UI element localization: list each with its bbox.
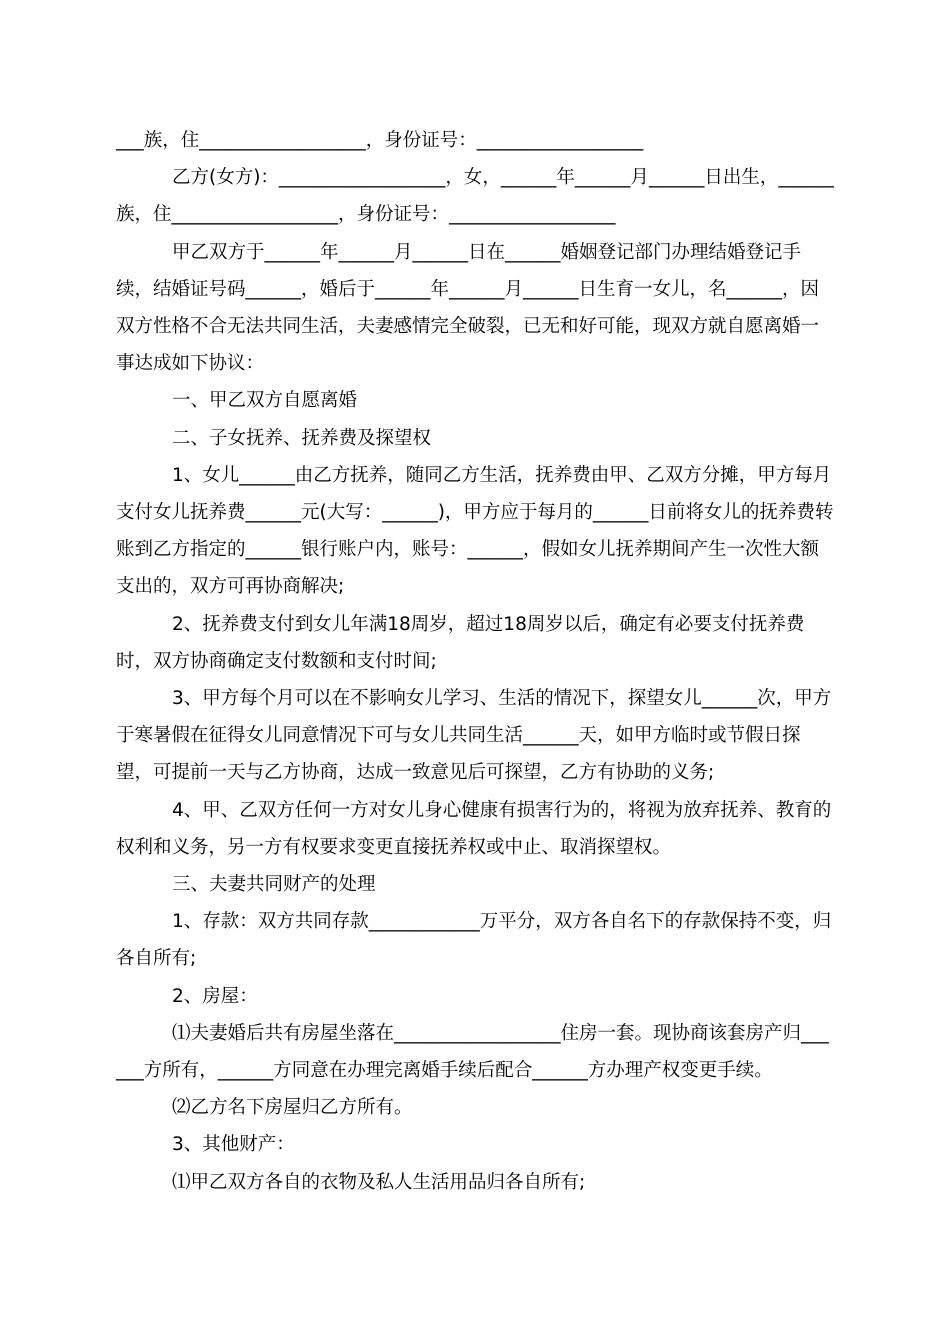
paragraph-marriage-background: 甲乙双方于______年______月______日在______婚姻登记部门办理结婚登记手续，结婚证号码______，婚后于______年______月______日生育一女儿，名______，因双方性格不合无法共同生活，夫妻感情完全破裂，已无和好可能，现双方就自愿离婚一事达成如下协议：	[116, 241, 820, 375]
agreement-body	[116, 122, 836, 1201]
section-heading-property: 三、夫妻共同财产的处理	[172, 874, 376, 896]
paragraph-party-b-info: 乙方(女方)：__________________，女，______年______月______日出生，______族，住__________________，身份证号：__________________	[116, 167, 834, 226]
paragraph-identity-continued: ___族，住__________________，身份证号：__________________	[116, 130, 644, 151]
clause-visitation: 3、甲方每个月可以在不影响女儿学习、生活的情况下，探望女儿______次，甲方于寒暑假在征得女儿同意情况下可与女儿共同生活______天，如甲方临时或节假日探望，可提前一天与乙方协商，达成一致意见后可探望，乙方有协助的义务;	[116, 688, 832, 784]
clause-other-property-heading: 3、其他财产：	[172, 1134, 295, 1156]
section-heading-divorce: 一、甲乙双方自愿离婚	[172, 390, 358, 412]
clause-house-shared: ⑴夫妻婚后共有房屋坐落在__________________住房一套。现协商该套房产归______方所有，______方同意在办理完离婚手续后配合______方办理产权变更手续。	[116, 1022, 829, 1082]
clause-house-heading: 2、房屋：	[172, 985, 258, 1007]
clause-support-duration: 2、抚养费支付到女儿年满18周岁，超过18周岁以后，确定有必要支付抚养费时，双方协商确定支付数额和支付时间;	[116, 613, 805, 672]
clause-personal-items: ⑴甲乙双方各自的衣物及私人生活用品归各自所有;	[172, 1171, 586, 1193]
section-heading-child-custody: 二、子女抚养、抚养费及探望权	[172, 427, 432, 449]
clause-child-support: 1、女儿______由乙方抚养，随同乙方生活，抚养费由甲、乙双方分摊，甲方每月支付女儿抚养费______元(大写：______)，甲方应于每月的______日前将女儿的抚养费转账到乙方指定的______银行账户内，账号：______，假如女儿抚养期间产生一次性大额支出的，双方可再协商解决;	[116, 464, 834, 598]
clause-house-party-b: ⑵乙方名下房屋归乙方所有。	[172, 1097, 413, 1119]
clause-custody-change: 4、甲、乙双方任何一方对女儿身心健康有损害行为的，将视为放弃抚养、教育的权利和义务，另一方有权要求变更直接抚养权或中止、取消探望权。	[116, 799, 832, 858]
clause-savings: 1、存款：双方共同存款____________万平分，双方各自名下的存款保持不变，归各自所有;	[116, 911, 832, 970]
